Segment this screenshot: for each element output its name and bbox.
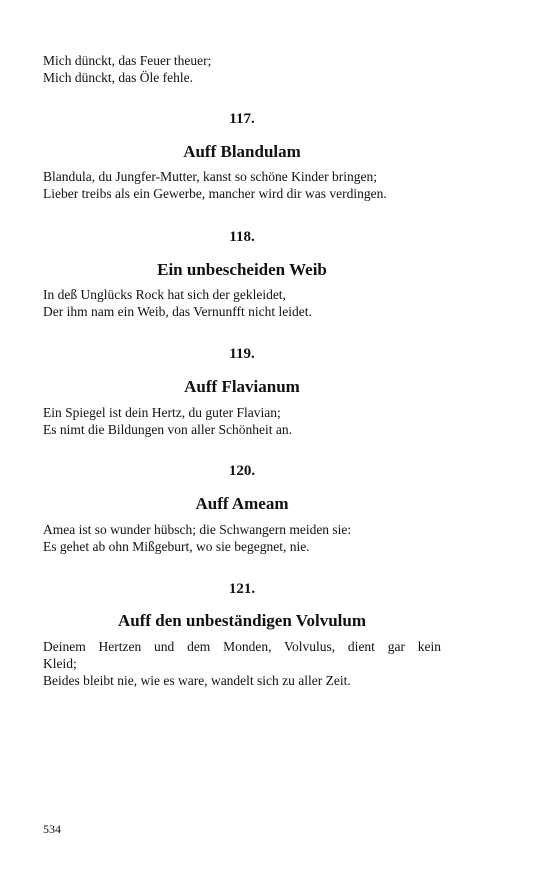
poem-title: Auff Blandulam bbox=[183, 142, 301, 161]
poem-number: 118. bbox=[229, 229, 255, 245]
verse-line: Amea ist so wunder hübsch; die Schwangern meiden sie: bbox=[43, 522, 352, 537]
verse-line: Kleid; bbox=[43, 656, 77, 671]
verse-line: Blandula, du Jungfer-Mutter, kanst so schöne Kinder bringen; bbox=[43, 169, 377, 184]
poem-verse bbox=[43, 521, 441, 555]
poem-verse bbox=[43, 404, 441, 438]
poem-verse bbox=[43, 168, 441, 202]
page-number: 534 bbox=[43, 822, 61, 836]
poem-title: Ein unbescheiden Weib bbox=[157, 260, 327, 279]
verse-line: Mich dünckt, das Feuer theuer; bbox=[43, 53, 212, 68]
poem-number: 119. bbox=[229, 346, 255, 362]
verse-line: Deinem Hertzen und dem Monden, Volvulus, dient gar kein bbox=[43, 639, 441, 654]
poem-verse bbox=[43, 286, 441, 320]
poem-verse bbox=[43, 638, 441, 689]
poem-title: Auff Flavianum bbox=[184, 377, 300, 396]
poem-number: 121. bbox=[228, 581, 256, 597]
poem-number: 120. bbox=[228, 463, 256, 479]
verse-line: Ein Spiegel ist dein Hertz, du guter Flavian; bbox=[43, 405, 281, 420]
verse-line: Beides bleibt nie, wie es ware, wandelt sich zu aller Zeit. bbox=[43, 673, 351, 688]
verse-line: In deß Unglücks Rock hat sich der gekleidet, bbox=[43, 287, 286, 302]
poem-number: 117. bbox=[229, 111, 255, 127]
intro-verse bbox=[43, 52, 441, 86]
poem-title: Auff den unbeständigen Volvulum bbox=[117, 611, 366, 630]
verse-line: Der ihm nam ein Weib, das Vernunfft nicht leidet. bbox=[43, 304, 312, 319]
verse-line: Lieber treibs als ein Gewerbe, mancher wird dir was verdingen. bbox=[43, 186, 387, 201]
verse-line: Es gehet ab ohn Mißgeburt, wo sie begegnet, nie. bbox=[43, 539, 310, 554]
poem-title: Auff Ameam bbox=[195, 494, 289, 513]
verse-line: Mich dünckt, das Öle fehle. bbox=[43, 70, 193, 85]
verse-line: Es nimt die Bildungen von aller Schönheit an. bbox=[43, 422, 292, 437]
